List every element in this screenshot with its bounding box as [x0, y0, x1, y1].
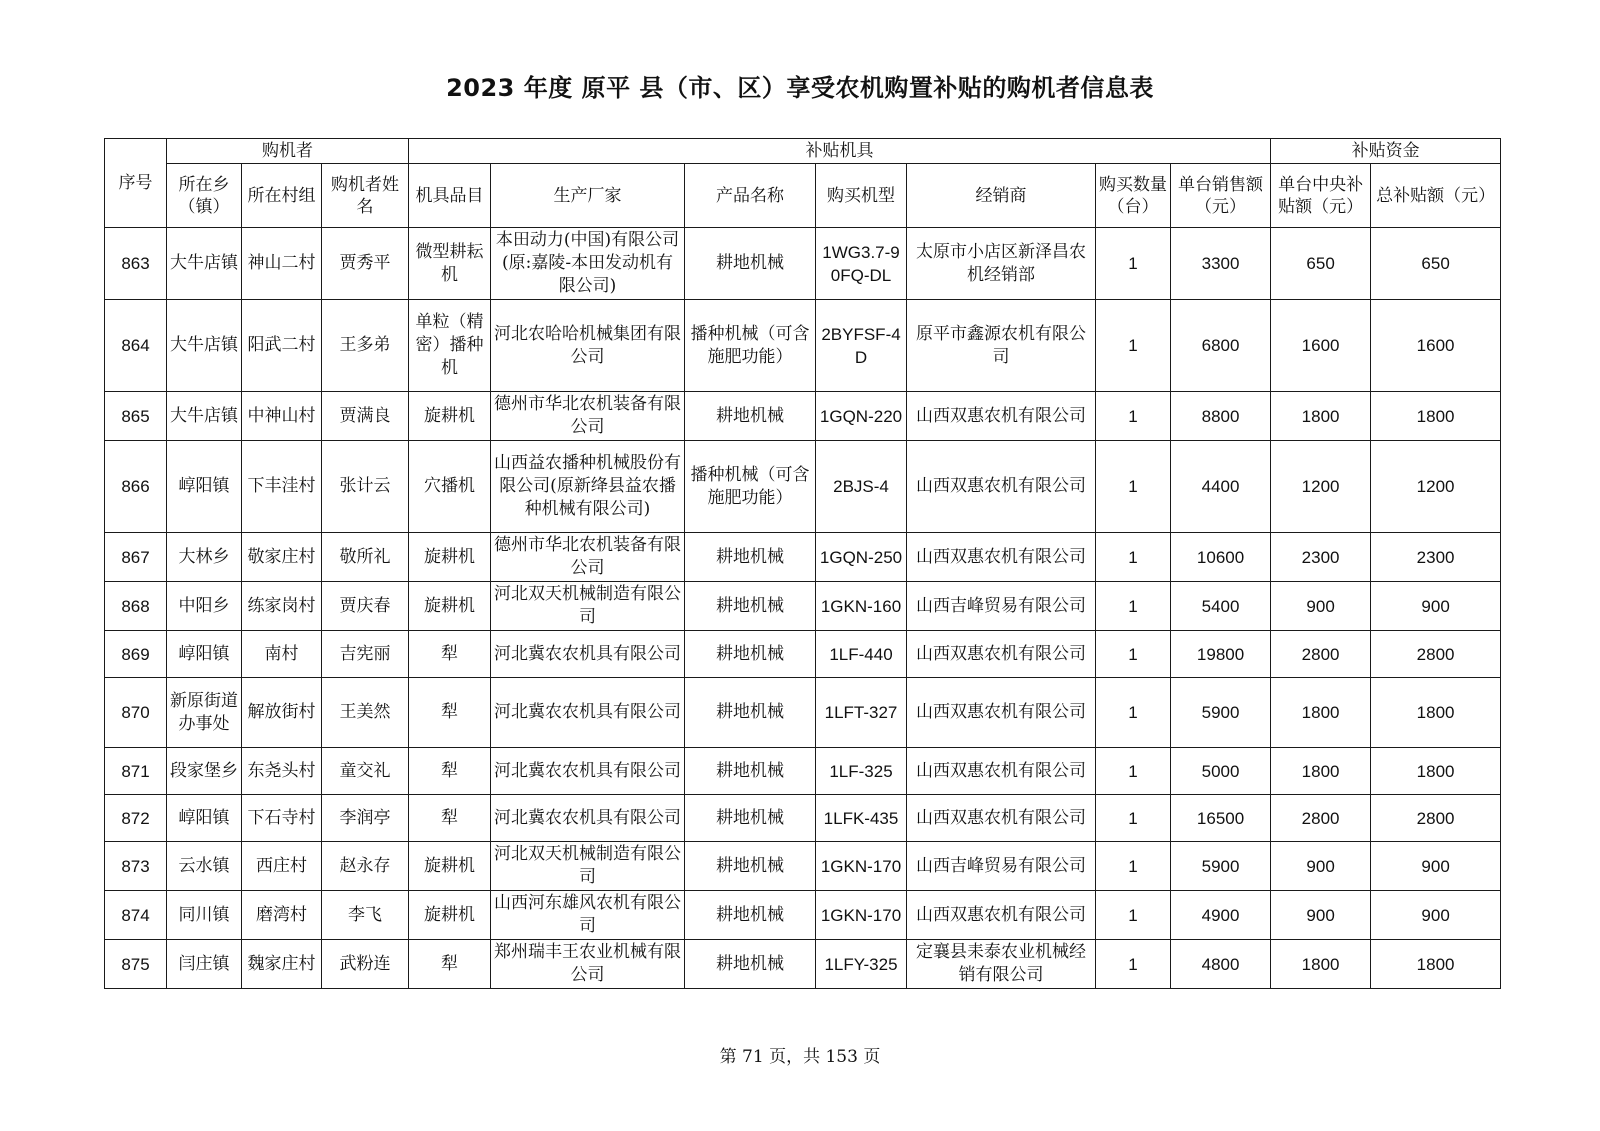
cell-model: 1LF-440: [816, 631, 907, 678]
cell-village: 下丰洼村: [242, 441, 322, 533]
cell-product-name: 耕地机械: [685, 842, 816, 891]
cell-town: 云水镇: [167, 842, 242, 891]
table-row: [105, 940, 1501, 989]
table-row: [105, 795, 1501, 842]
cell-product-name: 耕地机械: [685, 228, 816, 300]
cell-central-subsidy: 900: [1271, 891, 1371, 940]
cell-seq: 865: [105, 392, 167, 441]
cell-unit-price: 3300: [1171, 228, 1271, 300]
cell-buyer-name: 张计云: [322, 441, 409, 533]
cell-category: 穴播机: [409, 441, 491, 533]
cell-quantity: 1: [1096, 795, 1171, 842]
cell-unit-price: 4900: [1171, 891, 1271, 940]
cell-dealer: 定襄县耒泰农业机械经销有限公司: [907, 940, 1096, 989]
cell-town: 崞阳镇: [167, 631, 242, 678]
cell-village: 中神山村: [242, 392, 322, 441]
cell-dealer: 山西双惠农机有限公司: [907, 441, 1096, 533]
cell-seq: 875: [105, 940, 167, 989]
cell-quantity: 1: [1096, 533, 1171, 582]
cell-town: 新原街道办事处: [167, 678, 242, 748]
cell-manufacturer: 河北冀农农机具有限公司: [491, 678, 685, 748]
cell-manufacturer: 山西益农播种机械股份有限公司(原新绛县益农播种机械有限公司): [491, 441, 685, 533]
cell-category: 单粒（精密）播种机: [409, 300, 491, 392]
cell-manufacturer: 河北冀农农机具有限公司: [491, 795, 685, 842]
cell-dealer: 山西双惠农机有限公司: [907, 748, 1096, 795]
header-quantity: 购买数量（台）: [1096, 164, 1171, 228]
cell-buyer-name: 贾秀平: [322, 228, 409, 300]
cell-model: 1GKN-170: [816, 891, 907, 940]
header-buyer-name: 购机者姓名: [322, 164, 409, 228]
header-row-columns: [105, 164, 1501, 228]
cell-unit-price: 6800: [1171, 300, 1271, 392]
header-village: 所在村组: [242, 164, 322, 228]
cell-quantity: 1: [1096, 678, 1171, 748]
cell-manufacturer: 本田动力(中国)有限公司(原:嘉陵-本田发动机有限公司): [491, 228, 685, 300]
cell-total-subsidy: 1800: [1371, 678, 1501, 748]
cell-seq: 869: [105, 631, 167, 678]
cell-buyer-name: 贾满良: [322, 392, 409, 441]
table-row: [105, 228, 1501, 300]
cell-category: 旋耕机: [409, 842, 491, 891]
cell-total-subsidy: 2300: [1371, 533, 1501, 582]
cell-quantity: 1: [1096, 891, 1171, 940]
cell-total-subsidy: 2800: [1371, 795, 1501, 842]
header-group-buyer: 购机者: [167, 139, 409, 164]
cell-total-subsidy: 1600: [1371, 300, 1501, 392]
cell-dealer: 山西双惠农机有限公司: [907, 631, 1096, 678]
cell-seq: 866: [105, 441, 167, 533]
cell-model: 1GQN-250: [816, 533, 907, 582]
cell-village: 阳武二村: [242, 300, 322, 392]
cell-quantity: 1: [1096, 228, 1171, 300]
cell-central-subsidy: 1800: [1271, 392, 1371, 441]
cell-total-subsidy: 900: [1371, 842, 1501, 891]
cell-seq: 873: [105, 842, 167, 891]
cell-village: 敬家庄村: [242, 533, 322, 582]
cell-village: 南村: [242, 631, 322, 678]
cell-buyer-name: 赵永存: [322, 842, 409, 891]
cell-unit-price: 19800: [1171, 631, 1271, 678]
cell-category: 旋耕机: [409, 392, 491, 441]
cell-buyer-name: 敬所礼: [322, 533, 409, 582]
table-row: [105, 631, 1501, 678]
cell-quantity: 1: [1096, 631, 1171, 678]
cell-dealer: 山西双惠农机有限公司: [907, 678, 1096, 748]
cell-seq: 868: [105, 582, 167, 631]
header-town: 所在乡（镇）: [167, 164, 242, 228]
header-seq: 序号: [105, 139, 167, 228]
cell-quantity: 1: [1096, 392, 1171, 441]
cell-central-subsidy: 2800: [1271, 631, 1371, 678]
header-group-funds: 补贴资金: [1271, 139, 1501, 164]
header-category: 机具品目: [409, 164, 491, 228]
cell-manufacturer: 河北双天机械制造有限公司: [491, 582, 685, 631]
cell-village: 练家岗村: [242, 582, 322, 631]
cell-village: 神山二村: [242, 228, 322, 300]
cell-town: 崞阳镇: [167, 795, 242, 842]
cell-model: 1LFK-435: [816, 795, 907, 842]
cell-category: 犁: [409, 631, 491, 678]
header-row-groups: [105, 139, 1501, 164]
cell-total-subsidy: 1800: [1371, 392, 1501, 441]
cell-town: 大牛店镇: [167, 300, 242, 392]
cell-village: 解放街村: [242, 678, 322, 748]
cell-manufacturer: 河北冀农农机具有限公司: [491, 748, 685, 795]
cell-unit-price: 10600: [1171, 533, 1271, 582]
cell-central-subsidy: 1800: [1271, 940, 1371, 989]
cell-seq: 863: [105, 228, 167, 300]
cell-town: 大林乡: [167, 533, 242, 582]
cell-buyer-name: 王多弟: [322, 300, 409, 392]
cell-town: 大牛店镇: [167, 228, 242, 300]
cell-dealer: 原平市鑫源农机有限公司: [907, 300, 1096, 392]
cell-total-subsidy: 650: [1371, 228, 1501, 300]
table-row: [105, 533, 1501, 582]
page-title: 2023 年度 原平 县（市、区）享受农机购置补贴的购机者信息表: [446, 74, 1154, 102]
cell-unit-price: 8800: [1171, 392, 1271, 441]
cell-unit-price: 5000: [1171, 748, 1271, 795]
table-row: [105, 748, 1501, 795]
cell-dealer: 山西双惠农机有限公司: [907, 533, 1096, 582]
cell-central-subsidy: 1600: [1271, 300, 1371, 392]
header-dealer: 经销商: [907, 164, 1096, 228]
page-number: 第 71 页，共 153 页: [719, 1047, 881, 1067]
cell-quantity: 1: [1096, 842, 1171, 891]
cell-dealer: 山西吉峰贸易有限公司: [907, 582, 1096, 631]
cell-buyer-name: 吉宪丽: [322, 631, 409, 678]
header-model: 购买机型: [816, 164, 907, 228]
cell-category: 犁: [409, 748, 491, 795]
cell-quantity: 1: [1096, 582, 1171, 631]
cell-model: 1LF-325: [816, 748, 907, 795]
cell-category: 旋耕机: [409, 891, 491, 940]
table-row: [105, 891, 1501, 940]
cell-model: 1LFT-327: [816, 678, 907, 748]
cell-total-subsidy: 1200: [1371, 441, 1501, 533]
cell-buyer-name: 李润亭: [322, 795, 409, 842]
table-row: [105, 582, 1501, 631]
cell-unit-price: 5900: [1171, 842, 1271, 891]
cell-total-subsidy: 2800: [1371, 631, 1501, 678]
cell-category: 旋耕机: [409, 533, 491, 582]
table-row: [105, 842, 1501, 891]
header-manufacturer: 生产厂家: [491, 164, 685, 228]
cell-product-name: 耕地机械: [685, 891, 816, 940]
subsidy-table: [104, 138, 1501, 989]
cell-buyer-name: 贾庆春: [322, 582, 409, 631]
cell-model: 1GKN-170: [816, 842, 907, 891]
cell-manufacturer: 河北冀农农机具有限公司: [491, 631, 685, 678]
cell-dealer: 山西吉峰贸易有限公司: [907, 842, 1096, 891]
cell-quantity: 1: [1096, 441, 1171, 533]
cell-category: 犁: [409, 940, 491, 989]
cell-seq: 874: [105, 891, 167, 940]
cell-product-name: 耕地机械: [685, 748, 816, 795]
cell-manufacturer: 郑州瑞丰王农业机械有限公司: [491, 940, 685, 989]
cell-total-subsidy: 1800: [1371, 940, 1501, 989]
cell-total-subsidy: 900: [1371, 891, 1501, 940]
cell-central-subsidy: 1800: [1271, 748, 1371, 795]
cell-quantity: 1: [1096, 748, 1171, 795]
cell-manufacturer: 德州市华北农机装备有限公司: [491, 533, 685, 582]
cell-model: 2BJS-4: [816, 441, 907, 533]
cell-product-name: 耕地机械: [685, 795, 816, 842]
cell-town: 中阳乡: [167, 582, 242, 631]
cell-product-name: 耕地机械: [685, 533, 816, 582]
cell-unit-price: 5400: [1171, 582, 1271, 631]
cell-village: 西庄村: [242, 842, 322, 891]
cell-model: 2BYFSF-4D: [816, 300, 907, 392]
cell-central-subsidy: 900: [1271, 582, 1371, 631]
table-row: [105, 300, 1501, 392]
cell-seq: 870: [105, 678, 167, 748]
table-row: [105, 441, 1501, 533]
cell-category: 犁: [409, 678, 491, 748]
cell-manufacturer: 河北双天机械制造有限公司: [491, 842, 685, 891]
cell-town: 崞阳镇: [167, 441, 242, 533]
header-central-subsidy: 单台中央补贴额（元）: [1271, 164, 1371, 228]
cell-town: 闫庄镇: [167, 940, 242, 989]
header-total-subsidy: 总补贴额（元）: [1371, 164, 1501, 228]
cell-unit-price: 4800: [1171, 940, 1271, 989]
cell-manufacturer: 山西河东雄风农机有限公司: [491, 891, 685, 940]
cell-dealer: 山西双惠农机有限公司: [907, 891, 1096, 940]
cell-central-subsidy: 650: [1271, 228, 1371, 300]
cell-buyer-name: 李飞: [322, 891, 409, 940]
cell-central-subsidy: 1200: [1271, 441, 1371, 533]
cell-product-name: 耕地机械: [685, 392, 816, 441]
cell-category: 微型耕耘机: [409, 228, 491, 300]
cell-product-name: 耕地机械: [685, 940, 816, 989]
cell-town: 同川镇: [167, 891, 242, 940]
cell-product-name: 耕地机械: [685, 582, 816, 631]
cell-town: 段家堡乡: [167, 748, 242, 795]
cell-village: 磨湾村: [242, 891, 322, 940]
cell-manufacturer: 河北农哈哈机械集团有限公司: [491, 300, 685, 392]
header-group-machine: 补贴机具: [409, 139, 1271, 164]
cell-town: 大牛店镇: [167, 392, 242, 441]
cell-dealer: 太原市小店区新泽昌农机经销部: [907, 228, 1096, 300]
cell-central-subsidy: 2800: [1271, 795, 1371, 842]
cell-unit-price: 4400: [1171, 441, 1271, 533]
cell-category: 旋耕机: [409, 582, 491, 631]
cell-dealer: 山西双惠农机有限公司: [907, 795, 1096, 842]
cell-product-name: 耕地机械: [685, 631, 816, 678]
table-row: [105, 392, 1501, 441]
cell-seq: 867: [105, 533, 167, 582]
cell-model: 1WG3.7-90FQ-DL: [816, 228, 907, 300]
cell-buyer-name: 童交礼: [322, 748, 409, 795]
cell-buyer-name: 武粉连: [322, 940, 409, 989]
cell-central-subsidy: 1800: [1271, 678, 1371, 748]
cell-total-subsidy: 900: [1371, 582, 1501, 631]
cell-village: 下石寺村: [242, 795, 322, 842]
cell-central-subsidy: 900: [1271, 842, 1371, 891]
cell-product-name: 耕地机械: [685, 678, 816, 748]
cell-seq: 872: [105, 795, 167, 842]
cell-seq: 871: [105, 748, 167, 795]
cell-quantity: 1: [1096, 300, 1171, 392]
table-row: [105, 678, 1501, 748]
cell-quantity: 1: [1096, 940, 1171, 989]
cell-unit-price: 5900: [1171, 678, 1271, 748]
cell-village: 魏家庄村: [242, 940, 322, 989]
cell-manufacturer: 德州市华北农机装备有限公司: [491, 392, 685, 441]
header-product-name: 产品名称: [685, 164, 816, 228]
cell-model: 1LFY-325: [816, 940, 907, 989]
cell-village: 东尧头村: [242, 748, 322, 795]
cell-model: 1GKN-160: [816, 582, 907, 631]
cell-buyer-name: 王美然: [322, 678, 409, 748]
cell-dealer: 山西双惠农机有限公司: [907, 392, 1096, 441]
cell-category: 犁: [409, 795, 491, 842]
cell-central-subsidy: 2300: [1271, 533, 1371, 582]
cell-unit-price: 16500: [1171, 795, 1271, 842]
cell-seq: 864: [105, 300, 167, 392]
cell-model: 1GQN-220: [816, 392, 907, 441]
cell-product-name: 播种机械（可含施肥功能）: [685, 300, 816, 392]
cell-total-subsidy: 1800: [1371, 748, 1501, 795]
header-unit-price: 单台销售额（元）: [1171, 164, 1271, 228]
cell-product-name: 播种机械（可含施肥功能）: [685, 441, 816, 533]
